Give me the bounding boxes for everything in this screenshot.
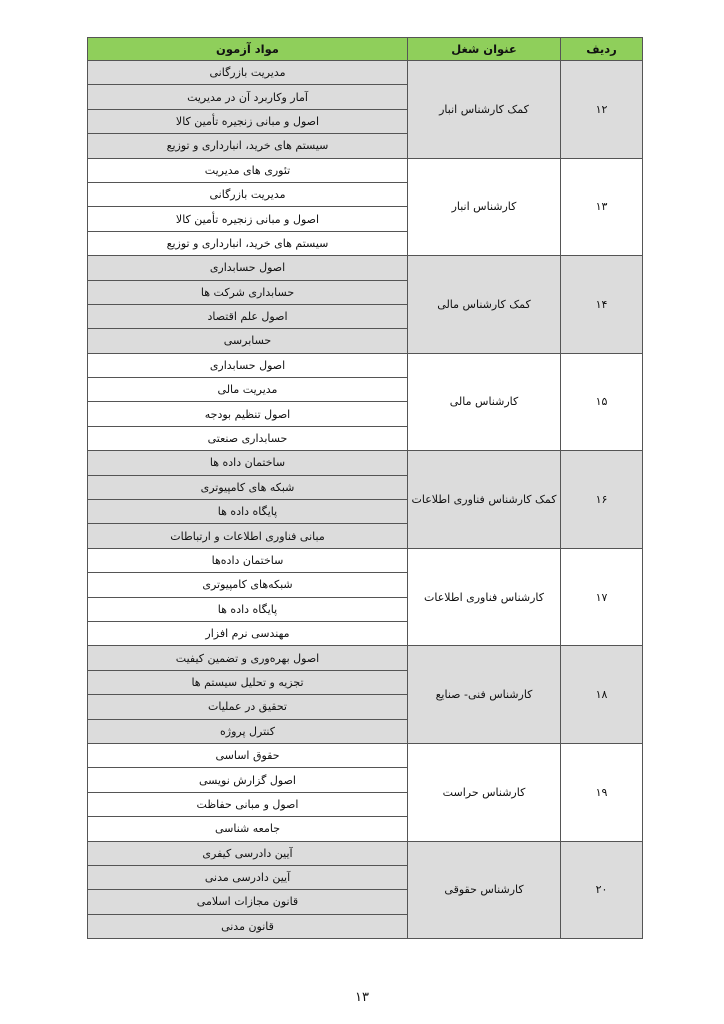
exam-subjects-table <box>87 37 643 939</box>
job-title-cell: کمک کارشناس فناوری اطلاعات <box>408 451 561 549</box>
exam-subject-cell: اصول گزارش نویسی <box>88 768 408 792</box>
exam-subject-cell: مدیریت بازرگانی <box>88 182 408 206</box>
exam-subject-cell: اصول و مبانی حفاظت <box>88 792 408 816</box>
exam-subject-cell: اصول و مبانی زنجیره تأمین کالا <box>88 207 408 231</box>
exam-subject-cell: تئوری های مدیریت <box>88 158 408 182</box>
table-row <box>88 61 643 85</box>
job-title-cell: کمک کارشناس انبار <box>408 61 561 159</box>
table-row <box>88 646 643 670</box>
exam-subject-cell: حسابداری شرکت ها <box>88 280 408 304</box>
exam-subject-cell: حسابرسی <box>88 329 408 353</box>
table-row <box>88 158 643 182</box>
exam-subject-cell: اصول علم اقتصاد <box>88 304 408 328</box>
job-title-cell: کارشناس حراست <box>408 743 561 841</box>
exam-subject-cell: تحقیق در عملیات <box>88 695 408 719</box>
header-exam-subjects: مواد آزمون <box>88 38 408 61</box>
exam-subject-cell: اصول حسابداری <box>88 353 408 377</box>
job-title-cell: کارشناس حقوقی <box>408 841 561 939</box>
row-number-cell: ۱۲ <box>561 61 643 159</box>
job-title-cell: کارشناس مالی <box>408 353 561 451</box>
job-title-cell: کارشناس فناوری اطلاعات <box>408 548 561 646</box>
exam-subject-cell: ساختمان داده‌ها <box>88 548 408 572</box>
table-row <box>88 353 643 377</box>
exam-subject-cell: قانون مدنی <box>88 914 408 938</box>
table-row <box>88 841 643 865</box>
exam-subject-cell: آمار وکاربرد آن در مدیریت <box>88 85 408 109</box>
header-row-number: ردیف <box>561 38 643 61</box>
row-number-cell: ۱۸ <box>561 646 643 744</box>
exam-subject-cell: آیین دادرسی کیفری <box>88 841 408 865</box>
exam-subject-cell: شبکه‌های کامپیوتری <box>88 573 408 597</box>
job-title-cell: کمک کارشناس مالی <box>408 256 561 354</box>
exam-subject-cell: جامعه شناسی <box>88 817 408 841</box>
exam-subject-cell: اصول حسابداری <box>88 256 408 280</box>
row-number-cell: ۱۵ <box>561 353 643 451</box>
exam-subject-cell: قانون مجازات اسلامی <box>88 890 408 914</box>
exam-subject-cell: اصول بهره‌وری و تضمین کیفیت <box>88 646 408 670</box>
exam-subject-cell: سیستم های خرید، انبارداری و توزیع <box>88 134 408 158</box>
table-row <box>88 451 643 475</box>
table-header-row <box>88 38 643 61</box>
exam-subject-cell: کنترل پروژه <box>88 719 408 743</box>
exam-subject-cell: ساختمان داده ها <box>88 451 408 475</box>
exam-subject-cell: آیین دادرسی مدنی <box>88 865 408 889</box>
header-job-title: عنوان شغل <box>408 38 561 61</box>
exam-subject-cell: پایگاه داده ها <box>88 597 408 621</box>
exam-subject-cell: حسابداری صنعتی <box>88 426 408 450</box>
row-number-cell: ۱۳ <box>561 158 643 256</box>
table-row <box>88 548 643 572</box>
exam-subject-cell: حقوق اساسی <box>88 743 408 767</box>
exam-subject-cell: مدیریت بازرگانی <box>88 61 408 85</box>
row-number-cell: ۱۶ <box>561 451 643 549</box>
page-number: ۱۳ <box>355 990 369 1005</box>
job-title-cell: کارشناس فنی- صنایع <box>408 646 561 744</box>
exam-subject-cell: اصول تنظیم بودجه <box>88 402 408 426</box>
exam-subject-cell: اصول و مبانی زنجیره تأمین کالا <box>88 109 408 133</box>
exam-subject-cell: مهندسی نرم افزار <box>88 621 408 645</box>
exam-subject-cell: پایگاه داده ها <box>88 500 408 524</box>
exam-subject-cell: مدیریت مالی <box>88 378 408 402</box>
row-number-cell: ۱۹ <box>561 743 643 841</box>
job-title-cell: کارشناس انبار <box>408 158 561 256</box>
exam-subject-cell: شبکه های کامپیوتری <box>88 475 408 499</box>
exam-subject-cell: تجزیه و تحلیل سیستم ها <box>88 670 408 694</box>
row-number-cell: ۱۷ <box>561 548 643 646</box>
exam-subject-cell: سیستم های خرید، انبارداری و توزیع <box>88 231 408 255</box>
row-number-cell: ۱۴ <box>561 256 643 354</box>
row-number-cell: ۲۰ <box>561 841 643 939</box>
table-row <box>88 743 643 767</box>
table-row <box>88 256 643 280</box>
exam-subject-cell: مبانی فناوری اطلاعات و ارتباطات <box>88 524 408 548</box>
